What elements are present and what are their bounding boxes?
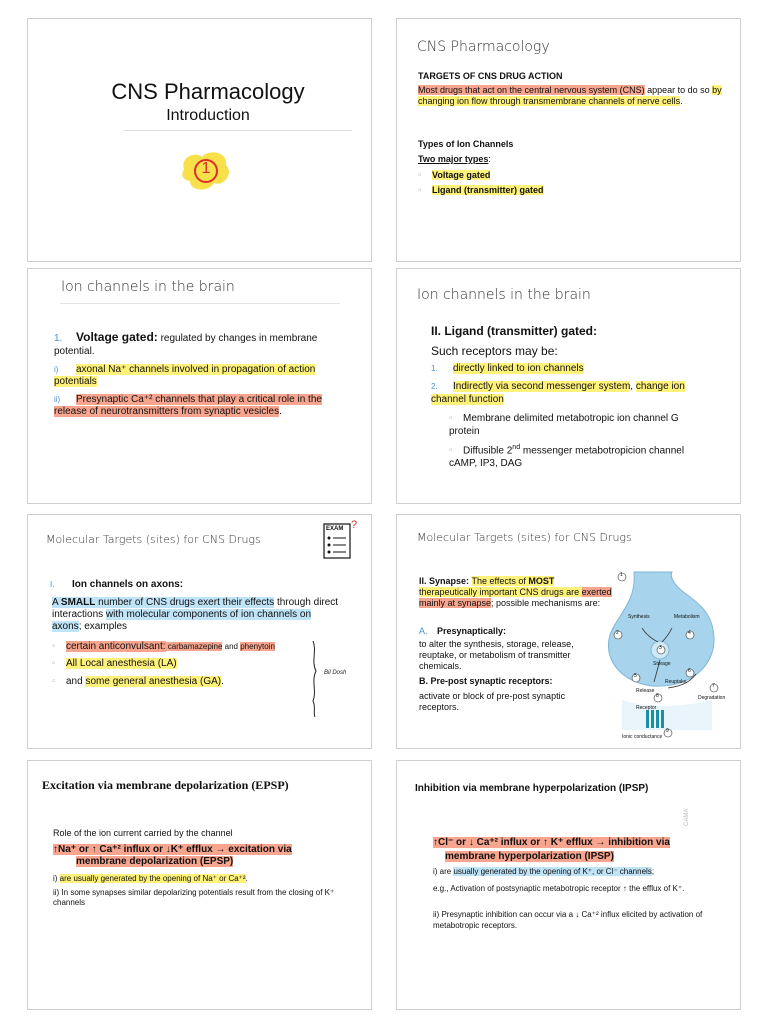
diagram-label: Metabolism: [674, 614, 700, 620]
slide-6-title: Molecular Targets (sites) for CNS Drugs: [417, 531, 632, 544]
badge-number: 1: [201, 160, 211, 177]
diagram-label: Degradation: [698, 695, 726, 701]
slide-2-paragraph: Most drugs that act on the central nervous system (CNS) appear to do so by changing ion flow through transmembrane channels of nerve cells.: [418, 85, 722, 106]
diagram-num: 3: [659, 645, 662, 651]
diagram-num: 9: [666, 728, 669, 734]
presynaptic-heading: A. Presynaptically:: [419, 626, 507, 636]
ipsp-example: e.g., Activation of postsynaptic metabotropic receptor ↑ the efflux of K⁺.: [433, 884, 685, 893]
epsp-item-i: i) are usually generated by the opening of Na⁺ or Ca⁺².: [53, 874, 248, 883]
title-divider: [60, 303, 340, 304]
slide-8: [396, 760, 741, 1010]
title-divider: [124, 130, 352, 131]
slide-8-title: Inhibition via membrane hyperpolarization (IPSP): [415, 783, 649, 794]
bullet-item: ▫ Diffusible 2nd messenger metabotropicion channel cAMP, IP3, DAG: [449, 444, 685, 470]
slide-4-title: Ion channels in the brain: [417, 287, 591, 303]
number-badge-icon: [178, 147, 234, 195]
example-item: ▫ and some general anesthesia (GA).: [52, 676, 224, 687]
slide-7-title: Excitation via membrane depolarization (EPSP): [42, 778, 289, 792]
slide-3-title: Ion channels in the brain: [61, 279, 235, 295]
question-mark: ?: [351, 519, 358, 531]
types-heading: Types of Ion Channels: [418, 139, 514, 149]
presynaptic-text: to alter the synthesis, storage, release, reuptake, or metabolism of transmitter chemicals.: [419, 639, 574, 671]
epsp-item-ii: ii) In some synapses similar depolarizing potentials result from the closing of K⁺ channels: [53, 888, 335, 907]
exam-checklist-icon: [322, 521, 360, 561]
epsp-main-line-1: ↑Na⁺ or ↑ Ca⁺² influx or ↓K⁺ efflux → excitation via: [53, 844, 292, 855]
slide-4-heading: II. Ligand (transmitter) gated:: [431, 324, 598, 338]
example-item: ▫ All Local anesthesia (LA): [52, 658, 177, 669]
list-item: ▫ Ligand (transmitter) gated: [418, 185, 544, 196]
diagram-num: 1: [620, 572, 623, 578]
diagram-num: 4: [688, 630, 691, 636]
handwritten-note: Bil Dosh: [324, 670, 347, 676]
example-item: ▫ certain anticonvulsant: carbamazepine and phenytoin: [52, 641, 275, 652]
two-major-types: Two major types:: [418, 154, 491, 164]
list-item: 1. directly linked to ion channels: [431, 363, 584, 374]
synapse-paragraph: II. Synapse: The effects of MOST therapeutically important CNS drugs are exerted mainly at synapse; possible mechanisms are:: [419, 576, 612, 608]
diagram-label: Reuptake: [665, 679, 687, 685]
ipsp-item-i: i) are usually generated by the opening of K⁺, or Cl⁻ channels;: [433, 867, 655, 876]
ipsp-main-line-2: membrane hyperpolarization (IPSP): [445, 851, 614, 862]
slide-1: [27, 18, 372, 262]
slide-5-title: Molecular Targets (sites) for CNS Drugs: [46, 533, 261, 546]
diagram-label: Ionic conductance: [622, 734, 663, 740]
slide-2-title: CNS Pharmacology: [417, 39, 550, 55]
ipsp-item-ii: ii) Presynaptic inhibition can occur via a ↓ Ca⁺² influx elicited by activation of metabotropic receptors.: [433, 910, 703, 930]
diagram-label: Release: [636, 688, 655, 694]
role-text: Role of the ion current carried by the channel: [53, 828, 233, 838]
diagram-num: 6: [688, 668, 691, 674]
slide-6: [396, 514, 741, 749]
slide-5-paragraph: A SMALL number of CNS drugs exert their effects through direct interactions with molecular components of ion channels on axons; examples: [52, 597, 339, 632]
list-item: 2. Indirectly via second messenger system, change ion channel function: [431, 381, 685, 405]
slide-5-heading: I. Ion channels on axons:: [50, 579, 184, 590]
synapse-diagram: [602, 570, 737, 748]
epsp-main-line-2: membrane depolarization (EPSP): [76, 856, 234, 867]
diagram-label: Synthesis: [628, 614, 650, 620]
slide-1-subtitle: Introduction: [166, 107, 250, 124]
side-mark: CAMA: [684, 808, 690, 826]
diagram-label: Receptor: [636, 705, 657, 711]
receptors-heading: B. Pre-post synaptic receptors:: [419, 676, 553, 686]
slide-4: [396, 268, 741, 504]
ipsp-main-line-1: ↑Cl⁻ or ↓ Ca⁺² influx or ↑ K⁺ efflux → inhibition via: [433, 837, 670, 848]
sub-item-ii: ii) Presynaptic Ca⁺² channels that play a critical role in the release of neurotransmitters from synaptic vesicles.: [54, 394, 322, 417]
bullet-item: ▫ Membrane delimited metabotropic ion channel G protein: [449, 413, 679, 437]
slide-4-sub: Such receptors may be:: [431, 344, 558, 358]
diagram-num: 8: [656, 693, 659, 699]
diagram-label: Storage: [653, 661, 671, 667]
handwritten-brace-icon: [311, 641, 319, 717]
slide-2-heading: TARGETS OF CNS DRUG ACTION: [418, 71, 563, 81]
exam-label: EXAM: [326, 526, 344, 532]
receptors-text: activate or block of pre-post synaptic receptors.: [419, 691, 566, 712]
list-item: ▫ Voltage gated: [418, 170, 491, 181]
slide-7: [27, 760, 372, 1010]
slide-1-title: CNS Pharmacology: [111, 79, 305, 104]
slide-2: [396, 18, 741, 262]
diagram-num: 2: [616, 630, 619, 636]
slide-3: [27, 268, 372, 504]
diagram-num: 7: [712, 683, 715, 689]
voltage-gated-item: 1. Voltage gated: regulated by changes in membrane potential.: [54, 330, 318, 357]
diagram-num: 5: [634, 673, 637, 679]
sub-item-i: i) axonal Na⁺ channels involved in propagation of action potentials: [54, 364, 316, 387]
slide-5: [27, 514, 372, 749]
